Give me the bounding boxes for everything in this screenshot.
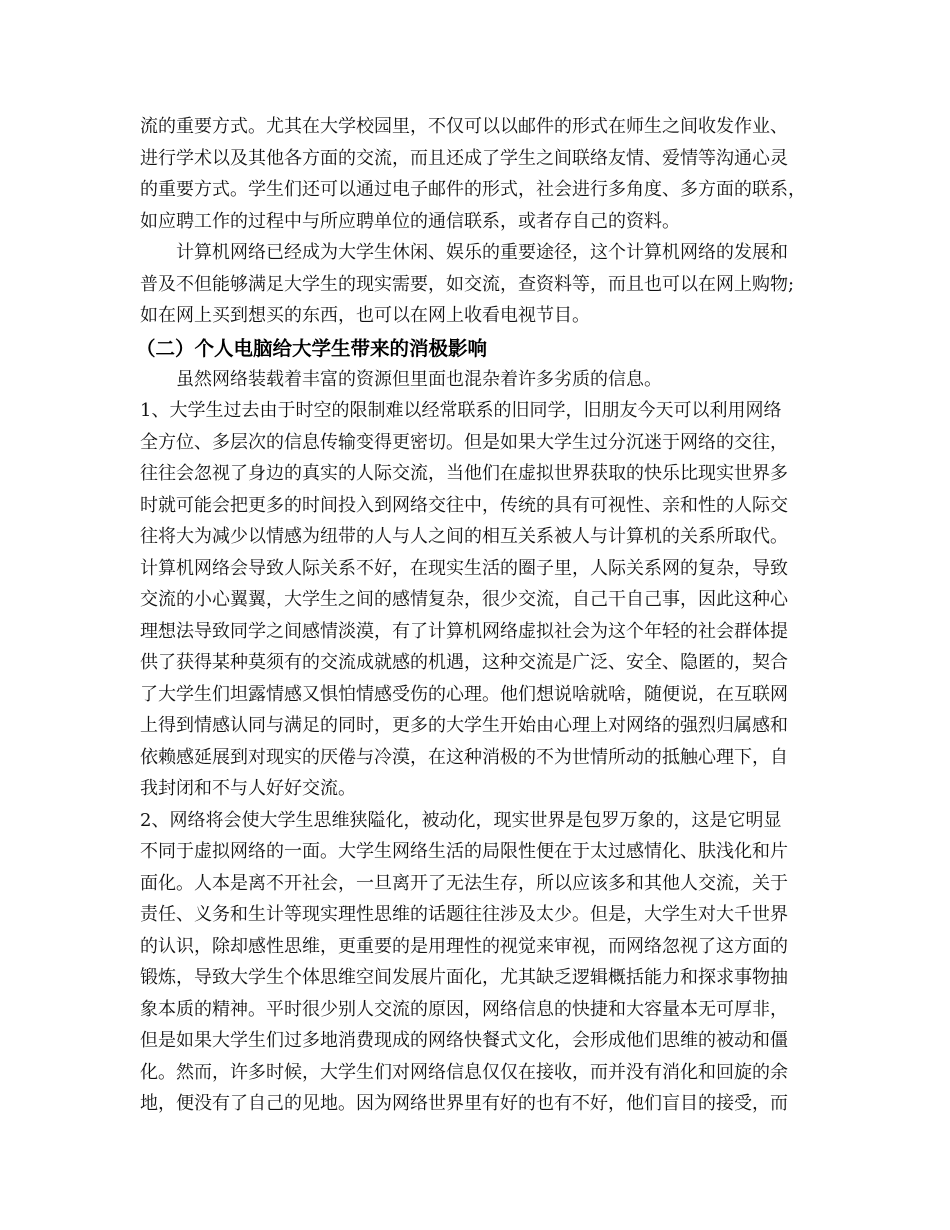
paragraph-point-1 (140, 395, 812, 805)
text-line: 上得到情感认同与满足的同时，更多的大学生开始由心理上对网络的强烈归属感和 (140, 715, 788, 736)
text-line: 面化。人本是离不开社会，一旦离开了无法生存，所以应该多和其他人交流，关于 (140, 872, 788, 894)
text-line: 如应聘工作的过程中与所应聘单位的通信联系，或者存自己的资料。 (140, 210, 680, 232)
paragraph-leisure (140, 237, 812, 332)
text-line: 供了获得某种莫须有的交流成就感的机遇，这种交流是广泛、安全、隐匿的，契合 (140, 652, 788, 673)
text-line: 地，便没有了自己的见地。因为网络世界里有好的也有不好，他们盲目的接受，而 (140, 1093, 788, 1114)
text-line: 锻炼，导致大学生个体思维空间发展片面化，尤其缺乏逻辑概括能力和探求事物抽 (140, 967, 788, 988)
text-line: 1、大学生过去由于时空的限制难以经常联系的旧同学，旧朋友今天可以利用网络 (140, 400, 782, 421)
text-line: 的认识，除却感性思维，更重要的是用理性的视觉来审视，而网络忽视了这方面的 (140, 935, 788, 957)
text-line: 往往会忽视了身边的真实的人际交流，当他们在虚拟世界获取的快乐比现实世界多 (140, 463, 788, 484)
text-line: 的重要方式。学生们还可以通过电子邮件的形式，社会进行多角度、多方面的联系， (140, 179, 806, 200)
text-line: 理想法导致同学之间感情淡漠，有了计算机网络虚拟社会为这个年轻的社会群体提 (140, 620, 788, 642)
text-line: 虽然网络装载着丰富的资源但里面也混杂着许多劣质的信息。 (176, 368, 662, 390)
paragraph-intro (140, 364, 812, 396)
section-heading: （二）个人电脑给大学生带来的消极影响 (136, 336, 488, 360)
text-line: 如在网上买到想买的东西，也可以在网上收看电视节目。 (140, 305, 590, 326)
document-page (136, 111, 812, 1120)
text-line: 交流的小心翼翼，大学生之间的感情复杂，很少交流，自己干自己事，因此这种心 (140, 589, 788, 610)
text-line: 计算机网络已经成为大学生休闲、娱乐的重要途径，这个计算机网络的发展和 (176, 242, 788, 263)
text-line: 2、网络将会使大学生思维狭隘化，被动化，现实世界是包罗万象的，这是它明显 (140, 809, 782, 831)
text-line: 依赖感延展到对现实的厌倦与冷漠，在这种消极的不为世情所动的抵触心理下，自 (140, 746, 788, 768)
text-line: 责任、义务和生计等现实理性思维的话题往往涉及太少。但是，大学生对大千世界 (140, 904, 788, 925)
text-line: 进行学术以及其他各方面的交流，而且还成了学生之间联络友情、爱情等沟通心灵 (140, 147, 788, 169)
paragraph-email-uses (140, 111, 812, 237)
text-line: 但是如果大学生们过多地消费现成的网络快餐式文化，会形成他们思维的被动和僵 (140, 1030, 788, 1051)
text-line: 流的重要方式。尤其在大学校园里，不仅可以以邮件的形式在师生之间收发作业、 (140, 116, 788, 137)
text-line: 普及不但能够满足大学生的现实需要，如交流，查资料等，而且也可以在网上购物; (140, 273, 795, 295)
text-line: 计算机网络会导致人际关系不好，在现实生活的圈子里，人际关系网的复杂，导致 (140, 557, 788, 579)
text-line: 时就可能会把更多的时间投入到网络交往中，传统的具有可视性、亲和性的人际交 (140, 494, 788, 516)
paragraph-point-2 (140, 805, 812, 1120)
text-line: 全方位、多层次的信息传输变得更密切。但是如果大学生过分沉迷于网络的交往， (140, 431, 788, 453)
text-line: 化。然而，许多时候，大学生们对网络信息仅仅在接收，而并没有消化和回旋的余 (140, 1061, 788, 1083)
text-line: 我封闭和不与人好好交流。 (140, 778, 356, 799)
text-line: 象本质的精神。平时很少别人交流的原因，网络信息的快捷和大容量本无可厚非， (140, 998, 788, 1020)
text-line: 了大学生们坦露情感又惧怕情感受伤的心理。他们想说啥就啥，随便说，在互联网 (140, 683, 788, 705)
text-line: 往将大为减少以情感为纽带的人与人之间的相互关系被人与计算机的关系所取代。 (140, 526, 788, 547)
text-line: 不同于虚拟网络的一面。大学生网络生活的局限性便在于太过感情化、肤浅化和片 (140, 841, 788, 862)
